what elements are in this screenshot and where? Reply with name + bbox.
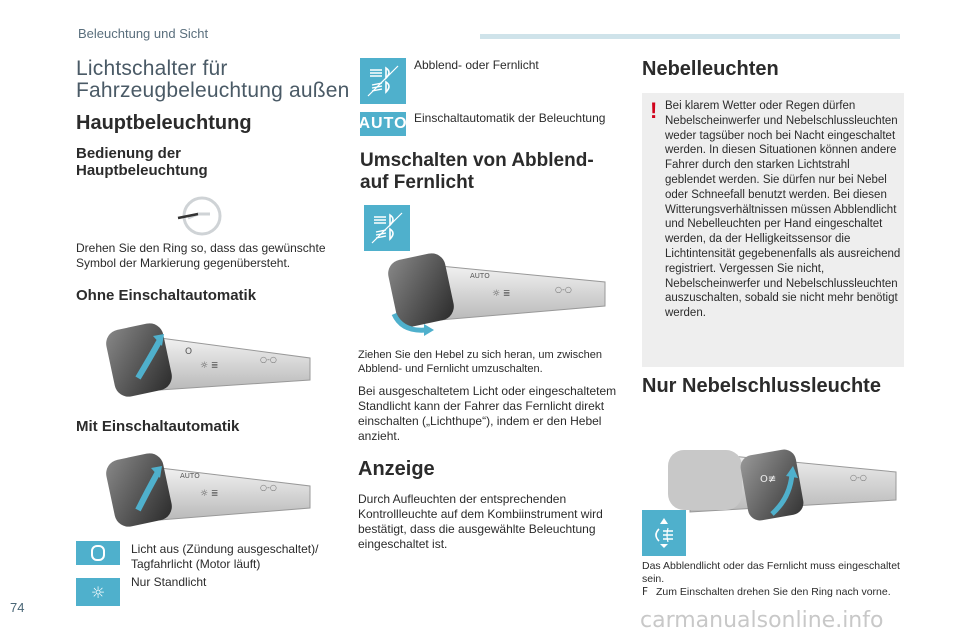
- rear-fog-icon: [642, 510, 686, 556]
- heading-mit-einschaltautomatik: Mit Einschaltautomatik: [76, 418, 240, 435]
- watermark: carmanualsonline.info: [640, 608, 884, 633]
- sidelight-icon: ☼: [76, 578, 120, 606]
- steering-wheel-icon: [176, 196, 224, 236]
- heading-nur-nebelschlussleuchte: Nur Nebelschlussleuchte: [642, 375, 881, 397]
- svg-text:O≢: O≢: [760, 474, 777, 485]
- svg-text:○-○: ○-○: [260, 355, 277, 364]
- legend-light-off: Licht aus (Zündung ausgeschaltet)/ Tagfahrlicht (Motor läuft): [131, 542, 319, 571]
- legend-headlight: Abblend- oder Fernlicht: [414, 58, 539, 72]
- lever-pull-illustration: [380, 252, 610, 342]
- anzeige-text: Durch Aufleuchten der entsprechenden Kontrollleuchte auf dem Kombiinstrument wird bestätigt, dass die ausgewählte Beleuchtung eingeschaltet ist.: [358, 492, 603, 551]
- running-header: Beleuchtung und Sicht: [78, 26, 209, 41]
- heading-umschalten: [360, 150, 594, 194]
- header-rule: [480, 34, 900, 39]
- fog-caption-2: Zum Einschalten drehen Sie den Ring nach vorne.: [656, 586, 891, 598]
- heading-umschalten-line1: Umschalten von Abblend-: [360, 150, 594, 171]
- page-title-line2: Fahrzeugbeleuchtung außen: [76, 79, 350, 102]
- svg-text:○-○: ○-○: [850, 473, 867, 482]
- light-off-icon: [76, 541, 120, 565]
- page-number: 74: [10, 600, 25, 615]
- auto-icon: AUTO: [360, 112, 406, 136]
- heading-bedienung-line2: Hauptbeleuchtung: [76, 162, 208, 179]
- svg-text:AUTO: AUTO: [470, 272, 490, 280]
- heading-bedienung-line1: Bedienung der: [76, 145, 182, 162]
- fog-lever-illustration: [660, 440, 900, 530]
- pull-lever-text: Ziehen Sie den Hebel zu sich heran, um zwischen Abblend- und Fernlicht umzuschalten.: [358, 349, 602, 375]
- bullet-icon: F: [642, 586, 649, 598]
- svg-text:☼ ≣: ☼ ≣: [200, 489, 219, 499]
- headlight-icon: [360, 58, 406, 104]
- svg-text:☼ ≣: ☼ ≣: [200, 361, 219, 371]
- svg-text:○-○: ○-○: [555, 285, 572, 294]
- page-title: [76, 58, 350, 102]
- heading-anzeige: Anzeige: [358, 458, 435, 480]
- svg-text:☼ ≣: ☼ ≣: [492, 289, 511, 299]
- light-lever-illustration: [100, 318, 315, 408]
- heading-hauptbeleuchtung: Hauptbeleuchtung: [76, 112, 252, 134]
- heading-ohne-einschaltautomatik: Ohne Einschaltautomatik: [76, 287, 257, 304]
- legend-auto: Einschaltautomatik der Beleuchtung: [414, 111, 606, 125]
- heading-bedienung: [76, 145, 208, 179]
- high-low-beam-icon: [364, 205, 410, 251]
- warning-icon: !: [650, 98, 658, 123]
- svg-text:AUTO: AUTO: [180, 472, 200, 480]
- svg-text:O: O: [185, 347, 193, 357]
- heading-nebelleuchten: Nebelleuchten: [642, 58, 779, 80]
- svg-text:○-○: ○-○: [260, 483, 277, 492]
- lichthupe-text: Bei ausgeschaltetem Licht oder eingeschaltetem Standlicht kann der Fahrer das Fernlicht direkt einschalten („Lichthupe“), indem er den Hebel anzieht.: [358, 384, 617, 443]
- heading-umschalten-line2: auf Fernlicht: [360, 172, 475, 193]
- light-lever-auto-illustration: [100, 448, 315, 538]
- ring-instruction: Drehen Sie den Ring so, dass das gewünschte Symbol der Markierung gegenübersteht.: [76, 241, 326, 270]
- page-title-line1: Lichtschalter für: [76, 57, 228, 80]
- warning-text: Bei klarem Wetter oder Regen dürfen Nebelscheinwerfer und Nebelschlussleuchten weder tagsüber noch bei Nacht eingeschaltet werden. In diesen Situationen können andere Fahrer durch den starken Lichtstrahl geblendet werden. Sie dürfen nur bei Nebel oder Schneefall benutzt werden. Bei diesen Witterungsverhältnissen müssen Abblendlicht und Nebelleuchten per Hand eingeschaltet werden, da der Helligkeitssensor die Lichtintensität gegebenenfalls als ausreichend registriert. Vergessen Sie nicht, Nebelscheinwerfer und Nebelschlussleuchten auszuschalten, sobald sie nicht mehr benötigt werden.: [665, 100, 901, 320]
- fog-caption-1: Das Abblendlicht oder das Fernlicht muss eingeschaltet sein.: [642, 560, 900, 585]
- legend-sidelight: Nur Standlicht: [131, 575, 207, 589]
